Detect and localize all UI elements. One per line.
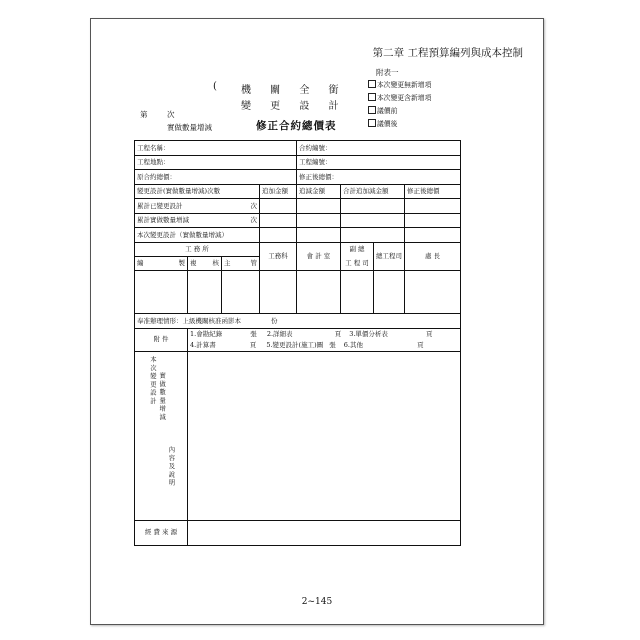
checkbox-option-1[interactable]: 本次變更無新增項 (368, 79, 431, 89)
signature-cell[interactable] (374, 271, 405, 314)
checkbox-icon[interactable] (368, 119, 376, 127)
works-office-header: 工 務 所 (135, 242, 260, 256)
change-content-label: 本次變更設計 實做數量增減 內容及說明 (135, 351, 188, 520)
table-cell[interactable] (341, 213, 405, 228)
contract-number-cell[interactable]: 合約編號： (297, 141, 461, 156)
checkbox-icon[interactable] (368, 106, 376, 114)
times-prefix-di: 第 (140, 110, 148, 119)
revised-contract-price-table (134, 140, 461, 546)
title-paren: ( (213, 81, 218, 92)
checkbox-option-2[interactable]: 本次變更含新增項 (368, 92, 431, 102)
revised-total-header: 修正後總價 (405, 184, 461, 199)
table-cell[interactable] (405, 213, 461, 228)
original-contract-price-cell[interactable]: 原合約總價： (135, 170, 297, 185)
current-change-row: 本次變更設計（實做數量增減） (135, 228, 260, 243)
cumulative-quantity-row: 累計實做數量增減 次 (135, 213, 260, 228)
signature-cell[interactable] (405, 271, 461, 314)
signature-cell[interactable] (135, 271, 188, 314)
page-number: 2~145 (301, 597, 333, 607)
table-cell[interactable] (405, 199, 461, 214)
table-cell[interactable] (341, 199, 405, 214)
funding-source-label: 經 費 來 源 (135, 520, 188, 545)
table-cell[interactable] (341, 228, 405, 243)
engineer-header: 工 程 司 (341, 256, 374, 271)
funding-source-input[interactable] (188, 520, 461, 545)
table-cell[interactable] (297, 199, 341, 214)
actual-quantity-label: 實做數量增減 (167, 123, 212, 132)
attachments-line-1: 1.會勘紀錄 張 2.詳細表 頁 3.單價分析表 頁 (188, 328, 461, 340)
table-cell[interactable] (260, 199, 297, 214)
attachments-label: 附 件 (135, 328, 188, 351)
project-name-cell[interactable]: 工程名稱： (135, 141, 297, 156)
change-count-header: 變更設計(實做數量增減)次數 (135, 184, 260, 199)
change-design-label: 變 更 設 計 (241, 101, 340, 112)
signature-cell[interactable] (297, 271, 341, 314)
chief-engineer-header: 總工程司 (374, 242, 405, 271)
checkbox-icon[interactable] (368, 80, 376, 88)
prepared-by-header: 編 製 (135, 256, 188, 271)
supervisor-header: 主 管 (222, 256, 260, 271)
project-number-cell[interactable]: 工程編號： (297, 155, 461, 170)
chapter-header: 第二章 工程預算編列與成本控制 (372, 47, 523, 59)
project-location-cell[interactable]: 工程地點： (135, 155, 297, 170)
signature-cell[interactable] (188, 271, 222, 314)
document-page (90, 18, 544, 625)
approval-status-row: 奉准辦理情形：上級機關核准函影本 份 (135, 314, 461, 329)
director-header: 處 長 (405, 242, 461, 271)
times-prefix-ci: 次 (167, 110, 175, 119)
cumulative-change-row: 累計已變更設計 次 (135, 199, 260, 214)
attachments-line-2: 4.計算書 頁 5.變更設計(施工)圖 張 6.其他 頁 (188, 340, 461, 352)
reduced-amount-header: 追減金額 (297, 184, 341, 199)
change-content-text-area[interactable] (188, 351, 461, 520)
signature-cell[interactable] (222, 271, 260, 314)
table-cell[interactable] (260, 228, 297, 243)
table-cell[interactable] (297, 228, 341, 243)
agency-full-name: 機 關 全 銜 (241, 85, 340, 96)
engineering-dept-header: 工務科 (260, 242, 297, 271)
added-amount-header: 追加金額 (260, 184, 297, 199)
checkbox-icon[interactable] (368, 93, 376, 101)
accounting-office-header: 會 計 室 (297, 242, 341, 271)
checkbox-option-4[interactable]: 議價後 (368, 118, 397, 128)
deputy-chief-header: 副 總 (341, 242, 374, 256)
checkbox-option-3[interactable]: 議價前 (368, 105, 397, 115)
signature-cell[interactable] (341, 271, 374, 314)
table-cell[interactable] (405, 228, 461, 243)
net-change-header: 合計追加減金額 (341, 184, 405, 199)
table-cell[interactable] (260, 213, 297, 228)
revised-total-price-cell[interactable]: 修正後總價： (297, 170, 461, 185)
reviewed-by-header: 複 核 (188, 256, 222, 271)
table-cell[interactable] (297, 213, 341, 228)
appendix-label: 附表一 (376, 68, 399, 77)
signature-cell[interactable] (260, 271, 297, 314)
form-title: 修正合約總價表 (256, 120, 337, 132)
